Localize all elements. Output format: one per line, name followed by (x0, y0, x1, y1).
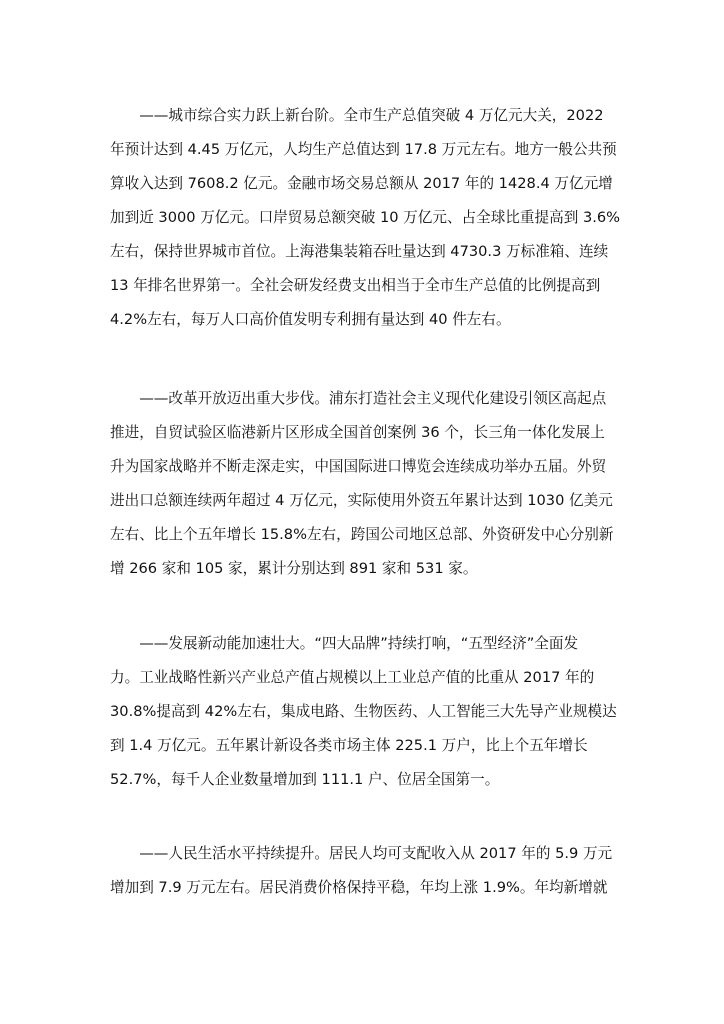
text-line: 算收入达到 7608.2 亿元。金融市场交易总额从 2017 年的 1428.4 万亿元增 (110, 175, 613, 192)
text-line: 4.2%左右，每万人口高价值发明专利拥有量达到 40 件左右。 (110, 311, 511, 328)
text-line: 13 年排名世界第一。全社会研发经费支出相当于全市生产总值的比例提高到 (110, 277, 601, 294)
text-line: 30.8%提高到 42%左右，集成电路、生物医药、人工智能三大先导产业规模达 (110, 703, 617, 720)
text-line: ——改革开放迈出重大步伐。浦东打造社会主义现代化建设引领区高起点 (110, 390, 607, 407)
text-line: 力。工业战略性新兴产业总产值占规模以上工业总产值的比重从 2017 年的 (110, 669, 595, 686)
text-line: ——发展新动能加速壮大。“四大品牌”持续打响，“五型经济”全面发 (110, 635, 579, 652)
text-line: 推进，自贸试验区临港新片区形成全国首创案例 36 个，长三角一体化发展上 (110, 424, 605, 441)
text-line: 进出口总额连续两年超过 4 万亿元，实际使用外资五年累计达到 1030 亿美元 (110, 492, 613, 509)
paragraph-reform-opening (110, 382, 620, 586)
text-line: 增加到 7.9 万元左右。居民消费价格保持平稳，年均上涨 1.9%。年均新增就 (110, 879, 608, 896)
text-line: 左右、比上个五年增长 15.8%左右，跨国公司地区总部、外资研发中心分别新 (110, 526, 614, 543)
text-line: 52.7%，每千人企业数量增加到 111.1 户、位居全国第一。 (110, 771, 500, 788)
text-line: 左右，保持世界城市首位。上海港集装箱吞吐量达到 4730.3 万标准箱、连续 (110, 243, 609, 260)
text-line: 到 1.4 万亿元。五年累计新设各类市场主体 225.1 万户，比上个五年增长 (110, 737, 588, 754)
paragraph-city-strength (110, 99, 620, 337)
paragraph-new-momentum (110, 627, 620, 797)
text-line: 加到近 3000 万亿元。口岸贸易总额突破 10 万亿元、占全球比重提高到 3.6% (110, 209, 621, 226)
text-line: 增 266 家和 105 家，累计分别达到 891 家和 531 家。 (110, 560, 478, 577)
text-line: 升为国家战略并不断走深走实，中国国际进口博览会连续成功举办五届。外贸 (110, 458, 607, 475)
text-line: ——城市综合实力跃上新台阶。全市生产总值突破 4 万亿元大关，2022 (110, 107, 604, 124)
paragraph-living-standards (110, 837, 620, 905)
text-line: 年预计达到 4.45 万亿元，人均生产总值达到 17.8 万元左右。地方一般公共预 (110, 141, 617, 158)
text-line: ——人民生活水平持续提升。居民人均可支配收入从 2017 年的 5.9 万元 (110, 845, 613, 862)
